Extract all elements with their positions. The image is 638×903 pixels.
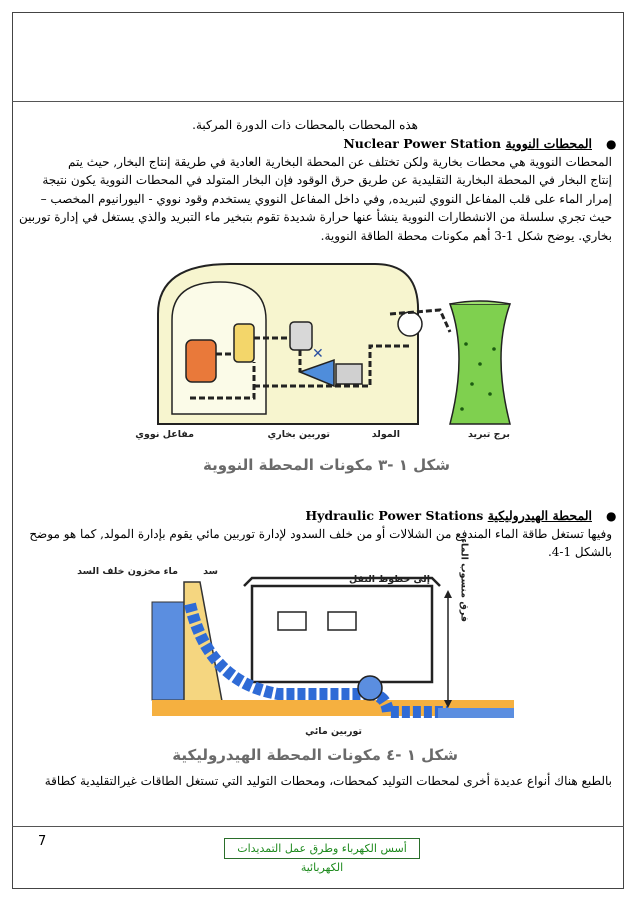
- label-reactor: مفاعل نووي: [135, 429, 194, 440]
- heading-hydro-en: Hydraulic Power Stations: [305, 508, 484, 523]
- nuclear-line-5: بخاري. يوضح شكل 1-3 أهم مكونات محطة الطاقة النووية.: [320, 229, 612, 243]
- heading-nuclear: [343, 136, 592, 151]
- hydro-line-2: بالشكل 1-4.: [547, 545, 612, 559]
- label-dam: سد: [203, 566, 218, 577]
- paragraph-top: هذه المحطات بالمحطات ذات الدورة المركبة.: [192, 118, 418, 132]
- label-reservoir: ماء مخزون خلف السد: [77, 566, 178, 577]
- nuclear-line-3: إمرار الماء على قلب المفاعل النووي لتبريده, وفي داخل المفاعل النووي يستخدم وقود نووي - اليورانيوم المخصب –: [40, 192, 612, 206]
- water-turbine-icon: [358, 676, 382, 700]
- caption-nuclear: شكل ١ -٣ مكونات المحطة النووية: [203, 456, 450, 474]
- figure-hydro-plant: [77, 538, 518, 770]
- label-turbine: توربين بخاري: [267, 429, 330, 440]
- page-number: 7: [38, 834, 47, 849]
- reactor-icon: [186, 340, 216, 382]
- heading-hydro: [305, 508, 592, 523]
- label-water-head: فرق منسوب الماء: [458, 538, 470, 622]
- heading-hydro-ar: المحطة الهيدروليكية: [487, 508, 592, 523]
- label-generator: المولد: [371, 429, 400, 440]
- nuclear-line-2: إنتاج البخار في المحطة البخارية التقليدية عن طريق حرق الوقود فإن البخار المتولد في المحطات النووية يكون نتيجة: [42, 173, 612, 187]
- caption-hydro: شكل ١ -٤ مكونات المحطة الهيدروليكية: [172, 746, 458, 764]
- label-cooling-tower: برج تبريد: [467, 429, 510, 440]
- bullet-icon: ●: [606, 137, 617, 151]
- bullet-icon: ●: [606, 509, 617, 523]
- header-rule: [12, 101, 624, 102]
- nuclear-line-4: حيث تجري سلسلة من الانشطارات النووية ينشأ عنها حرارة شديدة تقوم بتبخير ماء التبريد والذي يستغل في إدارة توربين: [19, 210, 612, 224]
- label-water-turbine: توربين مائي: [305, 726, 362, 737]
- svg-text:✕: ✕: [312, 346, 324, 362]
- nuclear-line-1: المحطات النووية هي محطات بخارية ولكن تختلف عن المحطة البخارية العادية في طريقة إنتاج البخار, حيث يتم: [67, 155, 612, 169]
- paragraph-bottom: بالطبع هناك أنواع عديدة أخرى لمحطات التوليد كمحطات، ومحطات التوليد التي تستغل الطاقات غيرالتقليدية كطاقة: [44, 774, 612, 788]
- heading-nuclear-ar: المحطات النووية: [505, 136, 592, 151]
- figure-nuclear-plant: [135, 254, 522, 480]
- label-transmission-lines: إلى خطوط النقل: [349, 574, 430, 585]
- footer-title: أسس الكهرباء وطرق عمل التمديدات الكهربائية: [224, 838, 420, 859]
- hydro-line-1: وفيها تستغل طاقة الماء المندفع من الشلالات أو من خلف السدود لإدارة توربين مائي يقوم بإدارة المولد, كما هو موضح: [29, 527, 612, 541]
- footer-rule: [12, 826, 624, 827]
- heading-nuclear-en: Nuclear Power Station: [343, 136, 502, 151]
